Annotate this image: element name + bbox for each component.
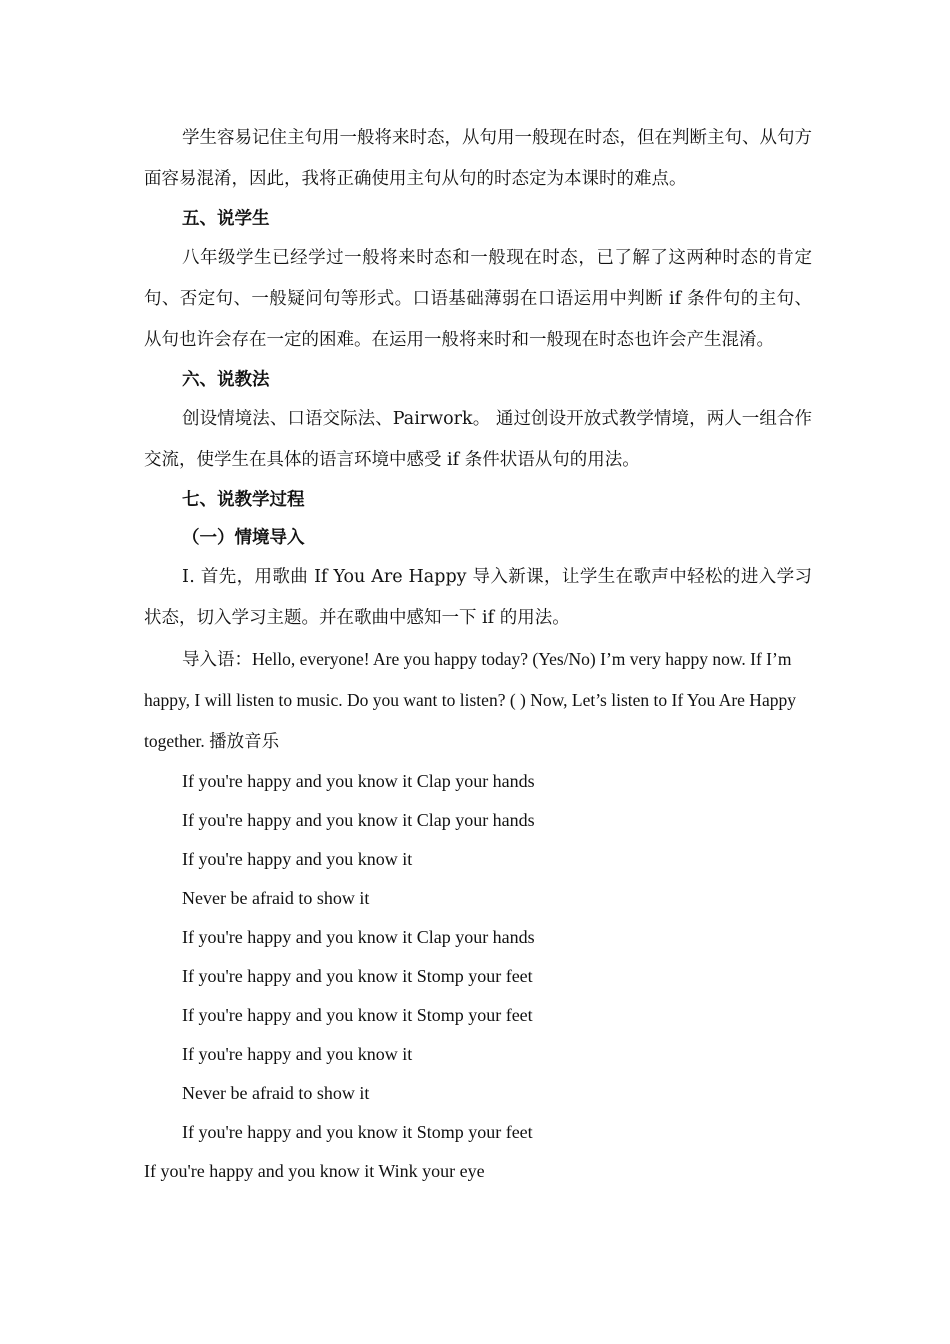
- paragraph-lead-in-speech: 导入语：Hello, everyone! Are you happy today? (Yes/No) I’m very happy now. If I’m happy, I will listen to music. Do you want to listen? ( ) Now, Let’s listen to If You Are Happy together. 播放音乐: [144, 649, 796, 751]
- paragraph-teaching-method: 创设情境法、口语交际法、Pairwork。 通过创设开放式教学情境，两人一组合作交流，使学生在具体的语言环境中感受 if 条件状语从句的用法。: [144, 409, 812, 470]
- lyric-line: If you're happy and you know it Stomp your feet: [182, 966, 533, 986]
- lyric-line: If you're happy and you know it Clap your hands: [182, 771, 535, 791]
- heading-teaching-method: 六、说教法: [182, 370, 270, 390]
- lyric-line: Never be afraid to show it: [182, 1083, 370, 1103]
- lyric-line: Never be afraid to show it: [182, 888, 370, 908]
- song-lyrics: [144, 762, 812, 1191]
- paragraph-difficulty: 学生容易记住主句用一般将来时态，从句用一般现在时态，但在判断主句、从句方面容易混淆，因此，我将正确使用主句从句的时态定为本课时的难点。: [144, 128, 812, 189]
- lyric-line: If you're happy and you know it Clap your hands: [182, 927, 535, 947]
- lyric-line: If you're happy and you know it Clap your hands: [182, 810, 535, 830]
- subheading-lead-in: （一）情境导入: [182, 528, 305, 548]
- lyric-line: If you're happy and you know it: [182, 849, 413, 869]
- heading-teaching-process: 七、说教学过程: [182, 490, 305, 510]
- paragraph-students: 八年级学生已经学过一般将来时态和一般现在时态，已了解了这两种时态的肯定句、否定句、一般疑问句等形式。口语基础薄弱在口语运用中判断 if 条件句的主句、从句也许会存在一定的困难。在运用一般将来时和一般现在时态也许会产生混淆。: [144, 248, 812, 350]
- lyric-line-last: If you're happy and you know it Wink your eye: [144, 1161, 485, 1181]
- lyric-line: If you're happy and you know it Stomp your feet: [182, 1122, 533, 1142]
- lyric-line: If you're happy and you know it Stomp your feet: [182, 1005, 533, 1025]
- heading-students: 五、说学生: [182, 209, 270, 229]
- lyric-line: If you're happy and you know it: [182, 1044, 413, 1064]
- document-body: [144, 118, 812, 1191]
- paragraph-song-intro: Ⅰ. 首先，用歌曲 If You Are Happy 导入新课，让学生在歌声中轻松的进入学习状态，切入学习主题。并在歌曲中感知一下 if 的用法。: [144, 567, 812, 628]
